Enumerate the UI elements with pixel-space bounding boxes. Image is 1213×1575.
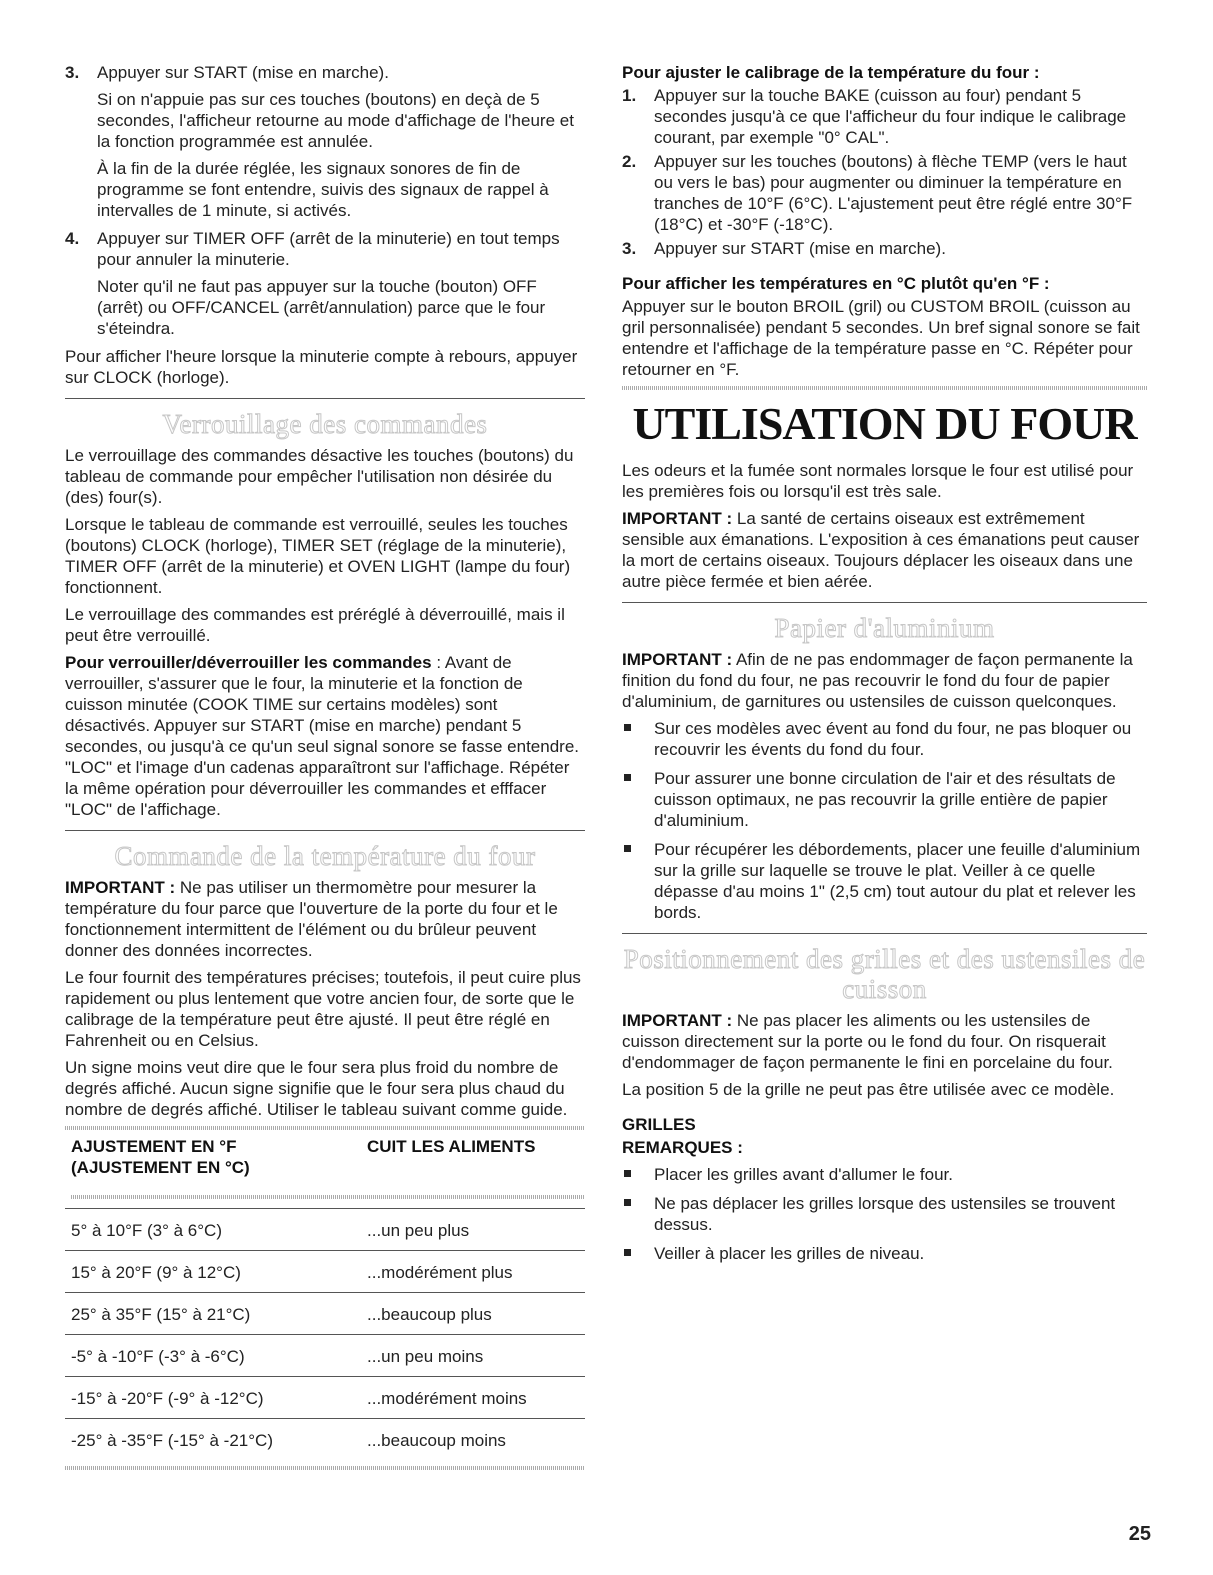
bullet-text: Pour récupérer les débordements, placer une feuille d'aluminium sur la grille sur laquelle se trouve le plat. Veiller à ce quelle dépasse d'au moins 1" (2,5 cm) tout autour du plat et relever les bords.	[654, 840, 1141, 922]
cell-adjustment: -5° à -10°F (-3° à -6°C)	[65, 1335, 361, 1377]
bullet-text: Ne pas déplacer les grilles lorsque des ustensiles se trouvent dessus.	[654, 1194, 1116, 1234]
table-top-border	[65, 1126, 585, 1130]
bullet-item	[622, 1243, 1147, 1264]
bullet-item	[622, 1193, 1147, 1235]
table-bottom-border	[65, 1466, 585, 1470]
calib-step	[622, 85, 1147, 148]
cell-adjustment: 5° à 10°F (3° à 6°C)	[65, 1209, 361, 1251]
remarques-heading: REMARQUES :	[622, 1138, 743, 1157]
bullet-item	[622, 718, 1147, 760]
section-title-lock: Verrouillage des commandes	[162, 409, 488, 439]
section-title-temp: Commande de la température du four	[114, 841, 536, 871]
paragraph	[622, 649, 1147, 712]
step-4	[65, 228, 585, 339]
step-number: 3.	[65, 63, 80, 82]
bullet-text: Pour assurer une bonne circulation de l'air et des résultats de cuisson optimaux, ne pas recouvrir la grille entière de papier d'aluminium.	[654, 769, 1116, 830]
table-row	[65, 1335, 585, 1377]
header-line: (AJUSTEMENT EN °C)	[71, 1158, 250, 1177]
step-number: 2.	[622, 152, 637, 171]
bullet-text: Veiller à placer les grilles de niveau.	[654, 1244, 925, 1263]
paragraph: Appuyer sur le bouton BROIL (gril) ou CUSTOM BROIL (cuisson au gril personnalisée) pendant 5 secondes. Un bref signal sonore se fait entendre et l'affichage de la température passe en °C. Répéter pour retourner en °F.	[622, 297, 1140, 379]
step-text: Appuyer sur START (mise en marche).	[654, 239, 946, 258]
step-note: À la fin de la durée réglée, les signaux sonores de fin de programme se font entendre, suivis des signaux de rappel à intervalles de 1 minute, si activés.	[97, 159, 549, 220]
step-number: 3.	[622, 239, 637, 258]
step-text: Appuyer sur TIMER OFF (arrêt de la minuterie) en tout temps pour annuler la minuterie.	[97, 229, 560, 269]
left-column	[65, 62, 585, 1470]
bullet-square-icon	[624, 724, 631, 731]
paragraph: Les odeurs et la fumée sont normales lorsque le four est utilisé pour les premières fois ou lorsqu'il est très sale.	[622, 461, 1134, 501]
section-title-position: Positionnement des grilles et des ustensiles de cuisson	[623, 944, 1146, 1004]
cell-adjustment: 25° à 35°F (15° à 21°C)	[65, 1293, 361, 1335]
calib-step	[622, 238, 1147, 259]
bullet-square-icon	[624, 774, 631, 781]
bold-lead: Pour verrouiller/déverrouiller les commandes	[65, 653, 432, 672]
bullet-square-icon	[624, 1249, 631, 1256]
table-row	[65, 1209, 585, 1251]
section-divider	[65, 398, 585, 399]
section-divider	[622, 933, 1147, 934]
bullet-square-icon	[624, 1170, 631, 1177]
step-text: Appuyer sur la touche BAKE (cuisson au four) pendant 5 secondes jusqu'à ce que l'afficheur du four indique le calibrage courant, par exemple "0° CAL".	[654, 86, 1127, 147]
table-row	[65, 1293, 585, 1335]
main-title: UTILISATION DU FOUR	[632, 398, 1137, 449]
bold-lead: IMPORTANT :	[65, 878, 176, 897]
section-divider	[622, 602, 1147, 603]
bullet-text: Sur ces modèles avec évent au fond du four, ne pas bloquer ou recouvrir les évents du fond du four.	[654, 719, 1132, 759]
paragraph-text: Afin de ne pas endommager de façon permanente la finition du fond du four, ne pas recouvrir le fond du four de papier d'aluminium, de garnitures ou ustensiles de cuisson quelconques.	[622, 650, 1133, 711]
bullet-square-icon	[624, 845, 631, 852]
right-column	[622, 62, 1147, 1272]
bold-lead: IMPORTANT :	[622, 650, 733, 669]
section-title-foil: Papier d'aluminium	[774, 613, 995, 643]
paragraph: Un signe moins veut dire que le four sera plus froid du nombre de degrés affiché. Aucun signe signifie que le four sera plus chaud du nombre de degrés affiché. Utiliser le tableau suivant comme guide.	[65, 1058, 568, 1119]
page-number: 25	[1128, 1523, 1151, 1545]
bullet-item	[622, 768, 1147, 831]
step-note: Noter qu'il ne faut pas appuyer sur la touche (bouton) OFF (arrêt) ou OFF/CANCEL (arrêt/annulation) parce que le four s'éteindra.	[97, 277, 546, 338]
paragraph-text: Ne pas placer les aliments ou les ustensiles de cuisson directement sur la porte ou le fond du four. On risquerait d'endommager de façon permanente le fini en porcelaine du four.	[622, 1011, 1113, 1072]
cell-result: ...modérément plus	[361, 1251, 585, 1293]
paragraph: La position 5 de la grille ne peut pas être utilisée avec ce modèle.	[622, 1080, 1115, 1099]
step-3	[65, 62, 585, 221]
paragraph: Le four fournit des températures précises; toutefois, il peut cuire plus rapidement ou plus lentement que votre ancien four, de sorte que le calibrage de la température peut être ajusté. Il peut être réglé en Fahrenheit ou en Celsius.	[65, 968, 581, 1050]
header-separator	[65, 1184, 585, 1209]
paragraph	[622, 1010, 1147, 1073]
cell-result: ...beaucoup plus	[361, 1293, 585, 1335]
paragraph	[65, 652, 585, 820]
cell-adjustment: -15° à -20°F (-9° à -12°C)	[65, 1377, 361, 1419]
bold-lead: IMPORTANT :	[622, 509, 733, 528]
calibration-table	[65, 1134, 585, 1460]
bold-lead: IMPORTANT :	[622, 1011, 733, 1030]
step-number: 4.	[65, 229, 80, 248]
bullet-item	[622, 1164, 1147, 1185]
grilles-heading: GRILLES	[622, 1115, 696, 1134]
cell-result: ...un peu plus	[361, 1209, 585, 1251]
paragraph: Lorsque le tableau de commande est verrouillé, seules les touches (boutons) CLOCK (horloge), TIMER SET (réglage de la minuterie), TIMER OFF (arrêt de la minuterie) et OVEN LIGHT (lampe du four) fonctionnent.	[65, 515, 571, 597]
table-row	[65, 1377, 585, 1419]
header-line: AJUSTEMENT EN °F	[71, 1137, 237, 1156]
cell-adjustment: -25° à -35°F (-15° à -21°C)	[71, 1431, 273, 1450]
paragraph: Le verrouillage des commandes désactive les touches (boutons) du tableau de commande pour empêcher l'utilisation non désirée du (des) four(s).	[65, 446, 574, 507]
bullet-item	[622, 839, 1147, 923]
section-divider	[65, 830, 585, 831]
table-header-adjustment	[65, 1134, 361, 1184]
table-row	[65, 1251, 585, 1293]
cell-adjustment: 15° à 20°F (9° à 12°C)	[65, 1251, 361, 1293]
paragraph-text: La santé de certains oiseaux est extrêmement sensible aux émanations. L'exposition à ces émanations peut causer la mort de certains oiseaux. Toujours déplacer les oiseaux dans une autre pièce fermée et bien aérée.	[622, 509, 1140, 591]
step-text: Appuyer sur les touches (boutons) à flèche TEMP (vers le haut ou vers le bas) pour augmenter ou diminuer la température en tranches de 10°F (6°C). L'ajustement peut être réglé entre 30°F (18°C) et -30°F (-18°C).	[654, 152, 1133, 234]
cell-result: ...beaucoup moins	[367, 1431, 506, 1450]
table-header-result: CUIT LES ALIMENTS	[367, 1137, 536, 1156]
paragraph-text: Ne pas utiliser un thermomètre pour mesurer la température du four parce que l'ouverture de la porte du four et le fonctionnement intermittent de l'élément ou du brûleur peuvent donner des données incorrectes.	[65, 878, 558, 960]
clock-note: Pour afficher l'heure lorsque la minuterie compte à rebours, appuyer sur CLOCK (horloge).	[65, 347, 578, 387]
table-row	[65, 1419, 585, 1461]
calibration-heading: Pour ajuster le calibrage de la température du four :	[622, 63, 1040, 82]
calib-step	[622, 151, 1147, 235]
cell-result: ...un peu moins	[361, 1335, 585, 1377]
paragraph	[622, 508, 1147, 592]
paragraph	[65, 877, 585, 961]
table-header-row	[65, 1134, 585, 1184]
step-number: 1.	[622, 86, 637, 105]
paragraph: Le verrouillage des commandes est préréglé à déverrouillé, mais il peut être verrouillé.	[65, 605, 565, 645]
section-divider	[622, 386, 1147, 390]
paragraph-text: : Avant de verrouiller, s'assurer que le four, la minuterie et la fonction de cuisson minutée (COOK TIME sur certains modèles) sont désactivés. Appuyer sur START (mise en marche) pendant 5 secondes, ou jusqu'à ce qu'un seul signal sonore se fasse entendre. "LOC" et l'image d'un cadenas apparaîtront sur l'affichage. Répéter la même opération pour déverrouiller les commandes et efffacer "LOC" de l'affichage.	[65, 653, 580, 819]
cell-result: ...modérément moins	[361, 1377, 585, 1419]
step-text: Appuyer sur START (mise en marche).	[97, 63, 389, 82]
bullet-text: Placer les grilles avant d'allumer le four.	[654, 1165, 953, 1184]
bullet-square-icon	[624, 1199, 631, 1206]
step-note: Si on n'appuie pas sur ces touches (boutons) en deçà de 5 secondes, l'afficheur retourne au mode d'affichage de l'heure et la fonction programmée est annulée.	[97, 90, 574, 151]
celsius-heading: Pour afficher les températures en °C plutôt qu'en °F :	[622, 274, 1050, 293]
